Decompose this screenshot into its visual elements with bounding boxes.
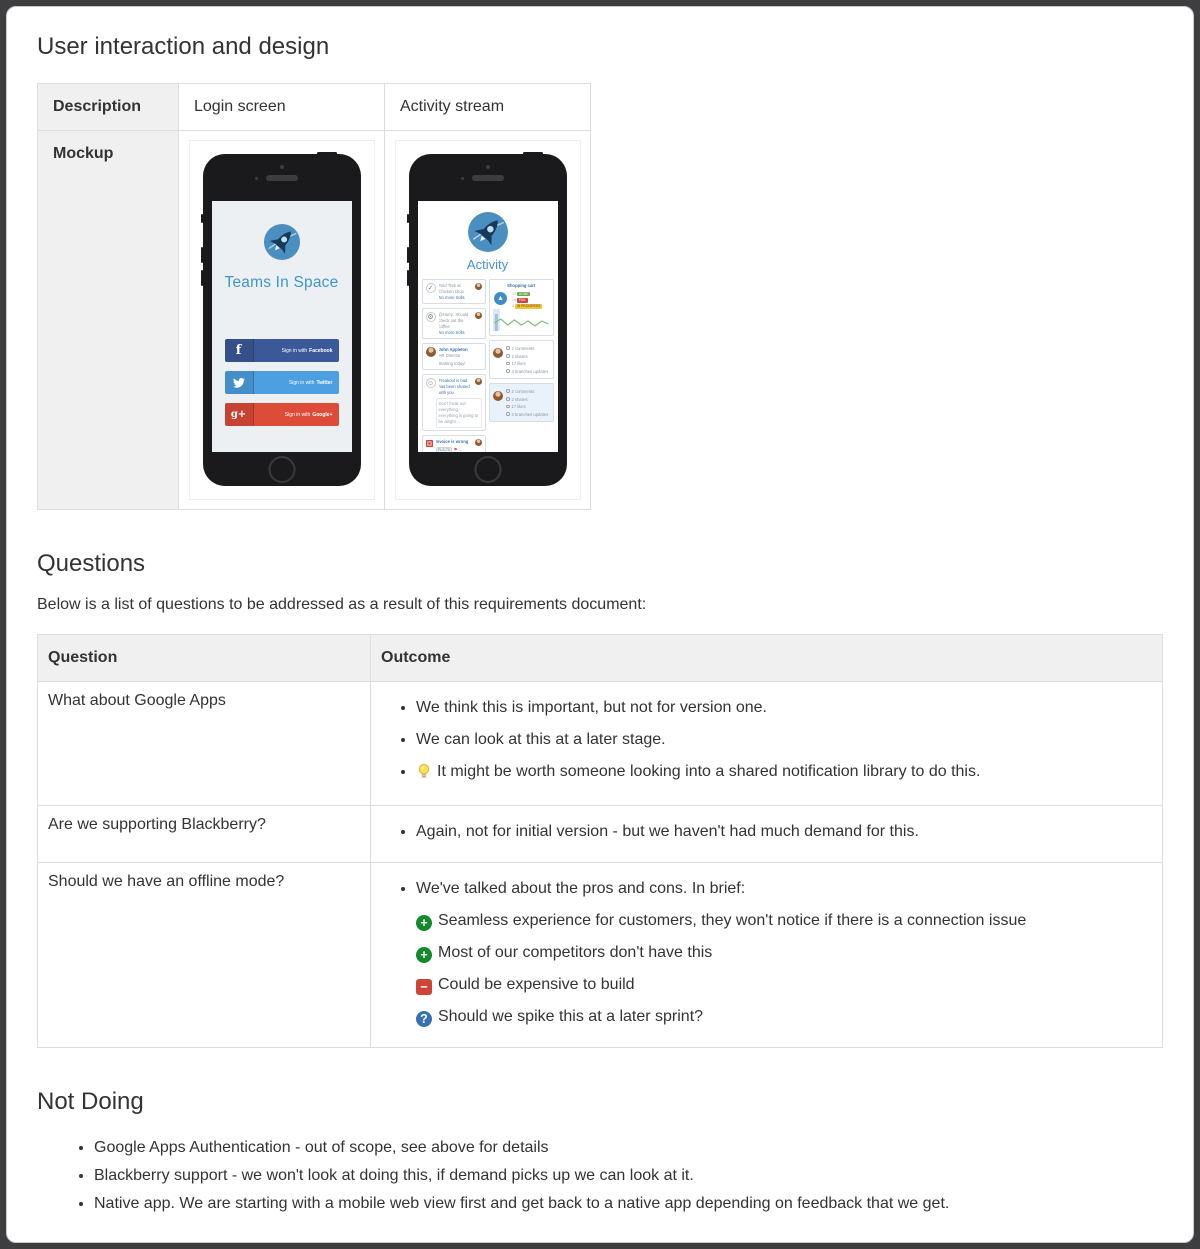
activity-cards [418,272,558,452]
mockup-table-cell-login-screen: Login screen [179,84,385,131]
avatar [475,378,482,385]
phone-power-button [317,152,337,155]
login-screen [212,201,352,452]
activity-screen [418,201,558,452]
signin-button-label: Sign in with Facebook [281,347,333,354]
mockup-table-header-description: Description [38,84,179,131]
brand-name: Teams In Space [224,274,339,291]
avatar [475,312,482,319]
stat-icon [506,346,510,350]
phone-mute-switch [407,214,409,223]
phone-volume-down-button [407,270,409,286]
stat-icon [506,389,510,393]
signin-googleplus-button [225,403,339,426]
person-icon: ☺ [426,380,435,387]
questions-intro: Below is a list of questions to be addressed as a result of this requirements document: [37,596,647,613]
teams-in-space-logo [263,223,301,261]
avatar [475,439,482,446]
login-screen-mockup-cell [179,131,385,510]
activity-stats-card: 2 comments 2 shares 17 likes 3 branches updates [489,383,554,422]
outcome-cell [371,682,1163,806]
questions-table-row [38,682,1163,806]
status-chip: IN PROGRESS [516,304,541,309]
question-column-header: Question [38,635,371,682]
questions-table [37,634,1163,1048]
status-chip: DONE [518,291,529,296]
stat-icon [506,412,510,416]
teams-in-space-logo [467,211,509,253]
outcome-cell [371,863,1163,1048]
question-icon: ? [416,1011,432,1027]
activity-stats-card: 2 comments 2 shares 17 likes 3 branches updates [489,340,554,379]
question-cell: What about Google Apps [38,682,371,806]
lightbulb-icon [416,763,432,786]
phone-camera-icon [486,165,490,169]
activity-card: ⚙ @Harry: Should check out the coffee No more trolls [422,308,487,339]
phone-home-button [268,456,295,483]
signin-twitter-button [225,371,339,394]
outcome-icon-line: + Most of our competitors don't have this [416,941,1152,964]
outcome-icon-line: ? Should we spike this at a later sprint? [416,1005,1152,1028]
not-doing-list [37,1136,1163,1215]
phone-frame [409,154,567,486]
phone-sensor-dot [255,177,258,180]
page-title: User interaction and design [37,33,330,60]
activity-stream-mockup-image [395,140,581,500]
outcome-item: • We've talked about the pros and cons. In brief: [416,877,1152,900]
activity-screen-title: Activity [466,257,509,272]
flag-icon: ⚑ [452,446,458,452]
not-doing-heading: Not Doing [37,1088,144,1115]
activity-card: ☺ Freakout is bad has been shared with you Don't freak out everything, everything is going to be alright ... [422,374,487,431]
check-icon: ✓ [426,283,436,293]
not-doing-item: • Native app. We are starting with a mobile web view first and get back to a native app depending on feedback that we get. [94,1192,1163,1215]
phone-sensor-dot [461,177,464,180]
signin-facebook-button [225,339,339,362]
stat-icon [506,397,510,401]
minus-icon: − [416,979,432,995]
outcome-item: • Again, not for initial version - but we haven't had much demand for this. [416,820,1152,843]
outcome-item: • It might be worth someone looking into a shared notification library to do this. [416,760,1152,786]
content-panel [6,6,1194,1243]
activity-card: ✓ Find Trek at Chicken shop No more trolls [422,279,487,304]
phone-mute-switch [201,214,203,223]
outcome-icon-line: + Seamless experience for customers, they won't notice if there is a connection issue [416,909,1152,932]
outcome-list [381,696,1152,786]
issue-type-icon [426,440,433,447]
phone-volume-up-button [201,247,203,263]
signin-button-label: Sign in with Google+ [284,411,333,418]
not-doing-item: • Google Apps Authentication - out of scope, see above for details [94,1136,1163,1159]
outcome-column-header: Outcome [371,635,1163,682]
stat-icon [506,369,510,373]
phone-speaker [472,175,504,181]
mockup-table [37,83,591,510]
outcome-item: • We can look at this at a later stage. [416,728,1152,751]
questions-table-row [38,863,1163,1048]
avatar [493,391,503,401]
activity-card: John Appleton HR Director Starting today! [422,343,487,370]
activity-stream-mockup-cell [385,131,591,510]
question-cell: Should we have an offline mode? [38,863,371,1048]
outcome-icon-line: − Could be expensive to build [416,973,1152,996]
stat-icon [506,362,510,366]
chevron-down-icon: ⌄ [457,446,463,452]
avatar [493,348,503,358]
signin-buttons [225,339,339,426]
phone-volume-down-button [201,270,203,286]
phone-camera-icon [280,165,284,169]
mockup-table-cell-activity-stream: Activity stream [385,84,591,131]
question-cell: Are we supporting Blackberry? [38,806,371,863]
plus-icon: + [416,915,432,931]
twitter-icon [225,371,254,394]
outcome-cell [371,806,1163,863]
avatar [426,347,436,357]
status-chip: FAIL [518,297,526,302]
avatar [475,283,482,290]
login-screen-mockup-image [189,140,375,500]
rocket-icon: ▲ [494,292,507,305]
issue-key-chip: FLS-73 [436,447,453,453]
outcome-list [381,877,1152,900]
questions-heading: Questions [37,550,146,577]
shopping-cart-card: Shopping cart ▲ 17 DONE 10 FAIL 3 IN PROGRESS [489,279,554,336]
plus-icon: + [416,947,432,963]
facebook-icon: f [225,339,254,362]
questions-table-row [38,806,1163,863]
stat-icon [506,354,510,358]
outcome-list [381,820,1152,843]
outcome-item: • We think this is important, but not for version one. [416,696,1152,719]
googleplus-icon: g+ [225,403,254,426]
gear-icon: ⚙ [427,314,434,321]
signin-button-label: Sign in with Twitter [288,379,333,386]
phone-speaker [266,175,298,181]
stat-icon [506,405,510,409]
phone-frame [203,154,361,486]
phone-power-button [523,152,543,155]
phone-volume-up-button [407,247,409,263]
mockup-table-header-mockup: Mockup [38,131,179,510]
phone-home-button [474,456,501,483]
not-doing-item: • Blackberry support - we won't look at doing this, if demand picks up we can look at it. [94,1164,1163,1187]
activity-card: Invoice is wrong FLS-73 ⚑ ⌄ [422,435,487,452]
